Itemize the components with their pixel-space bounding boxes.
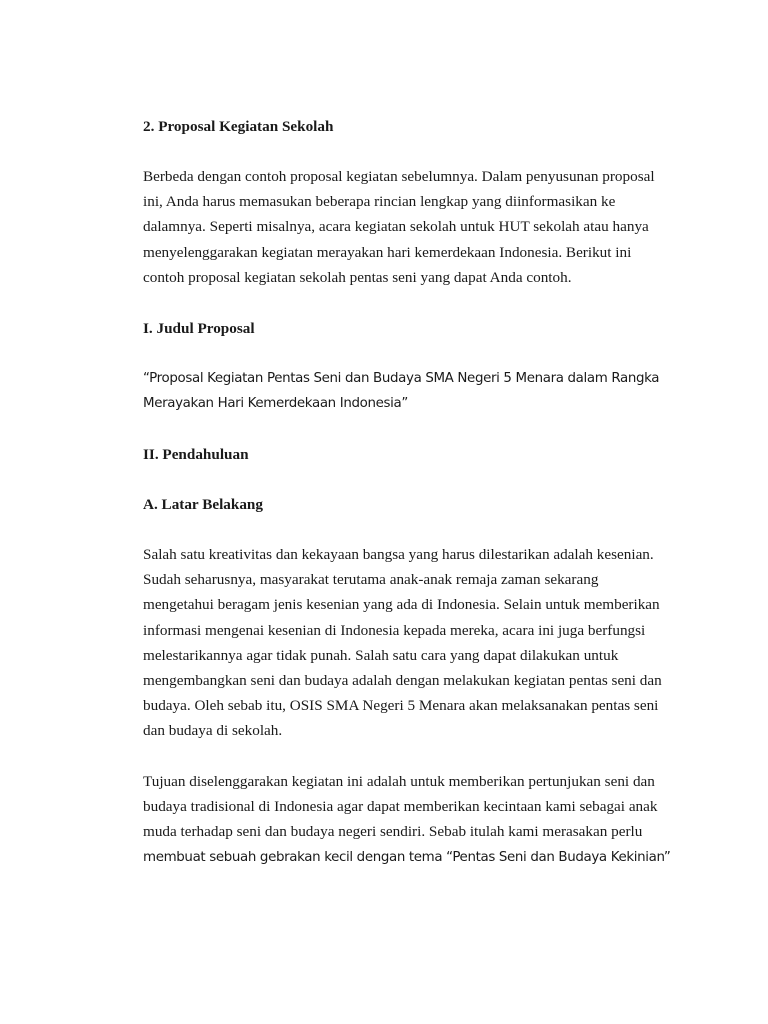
intro-line: contoh proposal kegiatan sekolah pentas seni yang dapat Anda contoh. (143, 268, 572, 286)
judul-proposal-text (143, 366, 663, 416)
judul-line: “Proposal Kegiatan Pentas Seni dan Budaya SMA Negeri 5 Menara dalam Rangka (143, 371, 660, 386)
latar-line: Sudah seharusnya, masyarakat terutama anak-anak remaja zaman sekarang (143, 571, 599, 589)
intro-paragraph (143, 164, 663, 290)
intro-line: ini, Anda harus memasukan beberapa rincian lengkap yang diinformasikan ke (143, 193, 616, 211)
tujuan-paragraph (143, 769, 671, 870)
tujuan-line: budaya tradisional di Indonesia agar dapat memberikan kecintaan kami sebagai anak (143, 798, 658, 816)
latar-line: informasi mengenai kesenian di Indonesia kepada mereka, acara ini juga berfungsi (143, 621, 646, 639)
latar-line: Salah satu kreativitas dan kekayaan bangsa yang harus dilestarikan adalah kesenian. (143, 546, 654, 563)
tujuan-line: Tujuan diselenggarakan kegiatan ini adalah untuk memberikan pertunjukan seni dan (143, 773, 655, 790)
intro-line: menyelenggarakan kegiatan merayakan hari kemerdekaan Indonesia. Berikut ini (143, 243, 632, 261)
latar-line: mengembangkan seni dan budaya adalah dengan melakukan kegiatan pentas seni dan (143, 672, 662, 690)
judul-proposal-heading: I. Judul Proposal (143, 320, 255, 337)
latar-line: mengetahui beragam jenis kesenian yang ada di Indonesia. Selain untuk memberikan (143, 596, 660, 614)
tujuan-line: membuat sebuah gebrakan kecil dengan tema “Pentas Seni dan Budaya Kekinian” (143, 849, 671, 865)
latar-belakang-paragraph (143, 542, 663, 744)
judul-line: Merayakan Hari Kemerdekaan Indonesia” (143, 396, 408, 412)
tujuan-line: muda terhadap seni dan budaya negeri sendiri. Sebab itulah kami merasakan perlu (143, 823, 643, 841)
latar-belakang-heading: A. Latar Belakang (143, 496, 263, 513)
latar-line: dan budaya di sekolah. (143, 722, 283, 740)
latar-line: budaya. Oleh sebab itu, OSIS SMA Negeri 5 Menara akan melaksanakan pentas seni (143, 697, 659, 715)
intro-line: Berbeda dengan contoh proposal kegiatan sebelumnya. Dalam penyusunan proposal (143, 168, 655, 185)
latar-line: melestarikannya agar tidak punah. Salah satu cara yang dapat dilakukan untuk (143, 646, 619, 664)
section-title: 2. Proposal Kegiatan Sekolah (143, 118, 334, 135)
intro-line: dalamnya. Seperti misalnya, acara kegiatan sekolah untuk HUT sekolah atau hanya (143, 218, 649, 236)
pendahuluan-heading: II. Pendahuluan (143, 446, 249, 463)
